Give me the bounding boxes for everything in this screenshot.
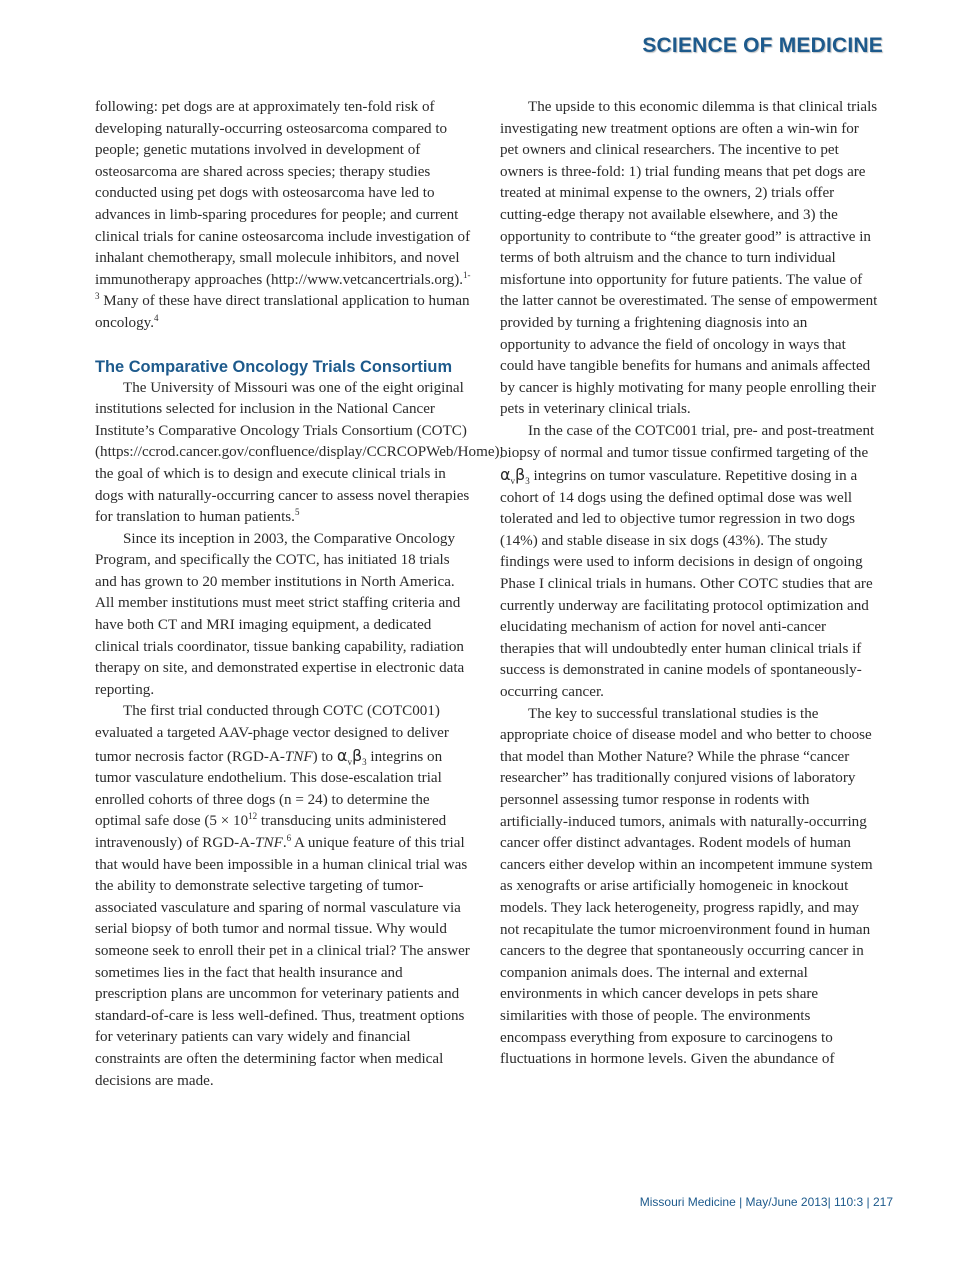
paragraph-cotc-history: Since its inception in 2003, the Comparative Oncology Program, and specifically the COTC, has initiated 18 trials and has grown to 20 member institutions in North America. All member institutions must meet strict staffing criteria and have both CT and MRI imaging equipment, a dedicated clinical trials coordinator, tissue banking capability, radiation therapy on site, and demonstrated expertise in electronic data reporting. <box>95 530 465 698</box>
paragraph-osteosarcoma: following: pet dogs are at approximately ten-fold risk of developing naturally-occurring osteosarcoma compared to people; genetic mutations involved in development of osteosarcoma are shared across species; therapy studies conducted using pet dogs with osteosarcoma have led to advances in limb-sparing procedures for people; and current clinical trials for canine osteosarcoma include investigation of inhalant chemotherapy, small molecule inhibitors, and novel immunotherapy approaches (http://www.vetcancertrials.org).$^{1-3}$ Many of these have direct translational application to human oncology.$^4$ <box>95 99 471 331</box>
citation: 1-3 <box>95 269 471 302</box>
paragraph-economic-upside: The upside to this economic dilemma is that clinical trials investigating new treatment options are often a win-win for pet owners and clinical researchers. The incentive to pet owners is three-fold: 1) trial funding means that pet dogs are treated at minimal expense to the owners, 2) trials offer cutting-edge therapy not available elsewhere, and 3) the opportunity to contribute to “the greater good” is attractive in terms of both altruism and the chance to turn individual misfortune into opportunity for future patients. The value of the latter cannot be overestimated. The sense of empowerment provided by turning a frightening diagnosis into an opportunity to advance the field of oncology in ways that could have tangible benefits for humans and animals affected by cancer is highly motivating for many people enrolling their pets in veterinary clinical trials. <box>500 99 878 418</box>
section-header: SCIENCE OF MEDICINE <box>642 34 883 57</box>
paragraph-disease-model: The key to successful translational studies is the appropriate choice of disease model and who better to choose that model than Mother Nature? While the phrase “cancer researcher” has traditionally conjured visions of laboratory personnel assessing tumor response in rodents with artificially-induced tumors, animals with naturally-occurring cancer offer distinct advantages. Rodent models of human cancers either develop within an incompetent immune system as xenografts or arise artificially homogeneic in knockout models. They lack heterogeneity, progress rapidly, and may not recapitulate the tumor microenvironment found in human cancers to the degree that spontaneously occurring cancer in companion animals does. The internal and external environments in which cancer develops in pets share similarities with those of people. The environments encompass everything from exposure to carcinogens to fluctuations in hormone levels. Given the abundance of <box>500 705 873 1068</box>
paragraph-cotc-intro: The University of Missouri was one of the eight original institutions selected for inclusion in the National Cancer Institute’s Comparative Oncology Trials Consortium (COTC) (https://ccrod.cancer.gov/confluence/display/CCRCOPWeb/Home), the goal of which is to design and execute clinical trials in dogs with naturally-occurring cancer to assess novel therapies for translation to human patients.$^5$ <box>95 379 504 526</box>
citation: 6 <box>286 832 292 843</box>
citation: 5 <box>294 507 300 518</box>
page-footer: Missouri Medicine | May/June 2013| 110:3 | 217 <box>639 1195 893 1209</box>
section-heading: The Comparative Oncology Trials Consortium <box>95 357 453 376</box>
paragraph-cotc001-results: In the case of the COTC001 trial, pre- and post-treatment biopsy of normal and tumor tissue confirmed targeting of the $\alpha_v\beta_3$ integrins on tumor vasculature. Repetitive dosing in a cohort of 14 dogs using the defined optimal dose was well tolerated and led to objective tumor regression in two dogs (14%) and stable disease in six dogs (43%). The study findings were used to inform decisions in design of ongoing Phase I clinical trials in humans. Other COTC studies that are currently underway are facilitating protocol optimization and elucidating mechanism of action for novel anti-cancer therapies that will undoubtedly enter human clinical trials if success is demonstrated in canine models of spontaneously-occurring cancer. <box>500 422 875 701</box>
right-column <box>500 97 878 1071</box>
citation: 4 <box>153 312 159 323</box>
paragraph-cotc001: The first trial conducted through COTC (COTC001) evaluated a targeted AAV-phage vector designed to deliver tumor necrosis factor (RGD-A-TNF) to $\alpha_v\beta_3$ integrins on tumor vasculature endothelium. This dose-escalation trial enrolled cohorts of three dogs (n = 24) to determine the optimal safe dose ($5 \times 10^{12}$ transducing units administered intravenously) of RGD-A-TNF.$^6$ A unique feature of this trial that would have been impossible in a human clinical trial was the ability to demonstrate selective targeting of tumor-associated vasculature and sparing of normal vasculature via serial biopsy of both tumor and normal tissue. Why would someone seek to enroll their pet in a clinical trial? The answer sometimes lies in the fact that health insurance and prescription plans are uncommon for veterinary patients and standard-of-care is less well-defined. Thus, treatment options for veterinary patients can vary widely and financial constraints are often the determining factor when medical decisions are made. <box>95 703 470 1089</box>
left-column <box>95 97 504 1092</box>
